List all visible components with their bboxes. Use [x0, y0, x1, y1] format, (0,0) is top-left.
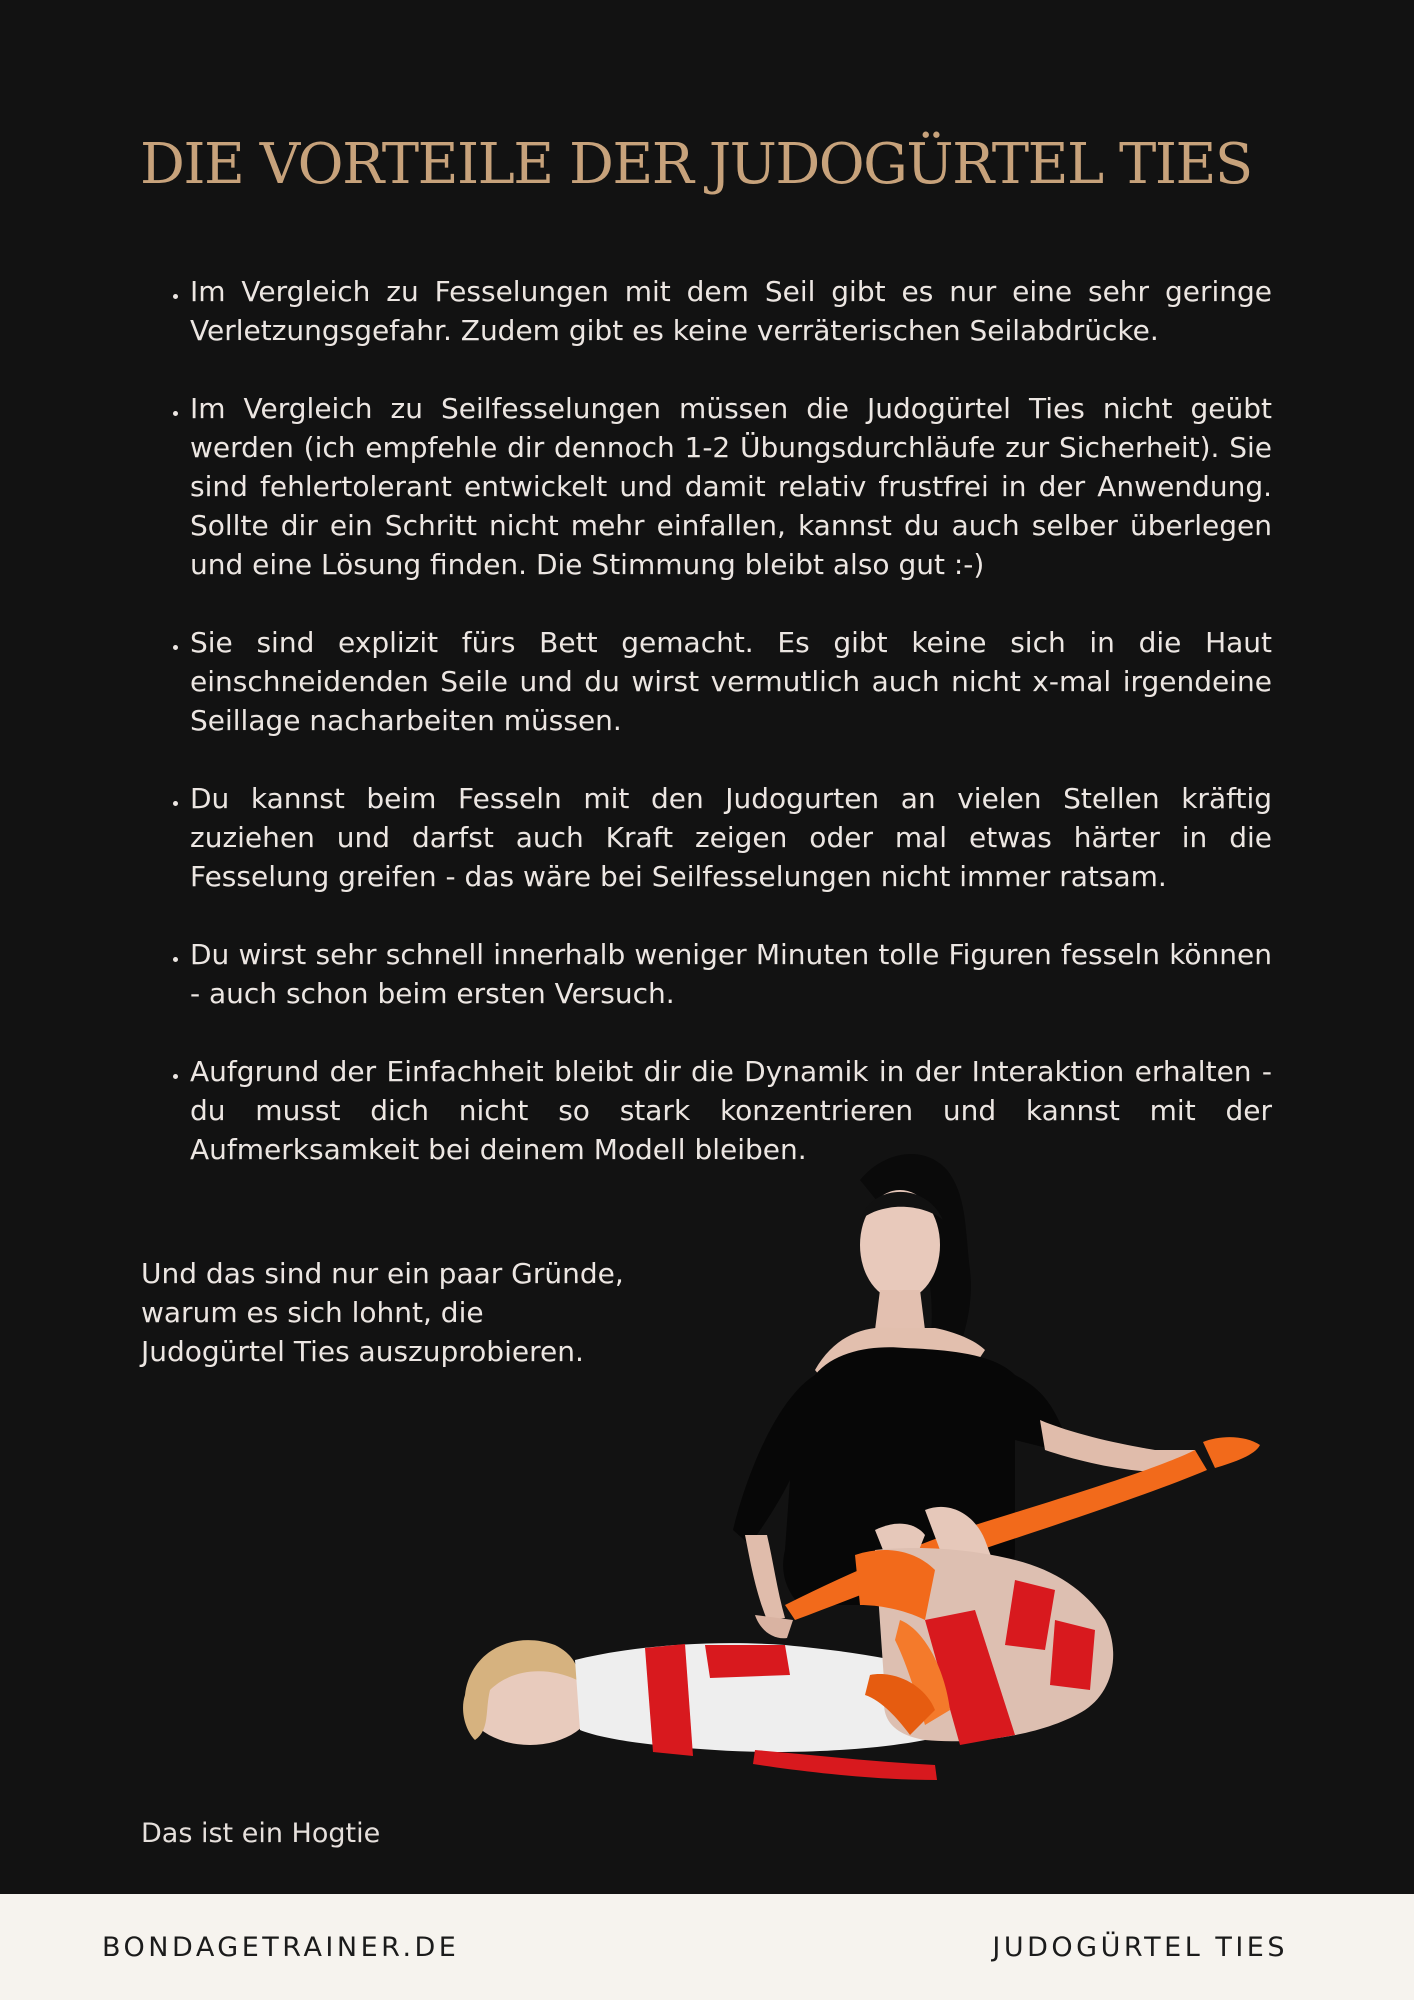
list-item: • Sie sind explizit fürs Bett gemacht. Es gibt keine sich in die Haut einschneidenden Seile und du wirst vermutlich auch nicht x-mal irgendeine Seillage nacharbeiten müssen. [190, 623, 1272, 740]
hogtie-photo [455, 1150, 1355, 1850]
list-item: • Du wirst sehr schnell innerhalb weniger Minuten tolle Figuren fesseln können - auch schon beim ersten Versuch. [190, 935, 1272, 1013]
list-item: • Aufgrund der Einfachheit bleibt dir die Dynamik in der Interaktion erhalten - du musst dich nicht so stark konzentrieren und kannst mit der Aufmerksamkeit bei deinem Modell bleiben. [190, 1052, 1272, 1169]
page-title: DIE VORTEILE DER JUDOGÜRTEL TIES [140, 132, 1252, 197]
footer-site-name: BONDAGETRAINER.DE [102, 1932, 460, 1963]
footer [0, 1894, 1414, 2000]
photo-caption: Das ist ein Hogtie [141, 1818, 381, 1849]
closing-text: Und das sind nur ein paar Gründe, warum es sich lohnt, die Judogürtel Ties auszuprobieren. [141, 1257, 624, 1368]
footer-section-title: JUDOGÜRTEL TIES [992, 1932, 1288, 1963]
benefits-list [140, 272, 1272, 1208]
list-item: • Du kannst beim Fesseln mit den Judogurten an vielen Stellen kräftig zuziehen und darfst auch Kraft zeigen oder mal etwas härter in die Fesselung greifen - das wäre bei Seilfesselungen nicht immer ratsam. [190, 779, 1272, 896]
list-item: • Im Vergleich zu Fesselungen mit dem Seil gibt es nur eine sehr geringe Verletzungsgefahr. Zudem gibt es keine verräterischen Seilabdrücke. [190, 272, 1272, 350]
list-item: • Im Vergleich zu Seilfesselungen müssen die Judogürtel Ties nicht geübt werden (ich empfehle dir dennoch 1-2 Übungsdurchläufe zur Sicherheit). Sie sind fehlertolerant entwickelt und damit relativ frustfrei in der Anwendung. Sollte dir ein Schritt nicht mehr einfallen, kannst du auch selber überlegen und eine Lösung finden. Die Stimmung bleibt also gut :-) [190, 389, 1272, 584]
